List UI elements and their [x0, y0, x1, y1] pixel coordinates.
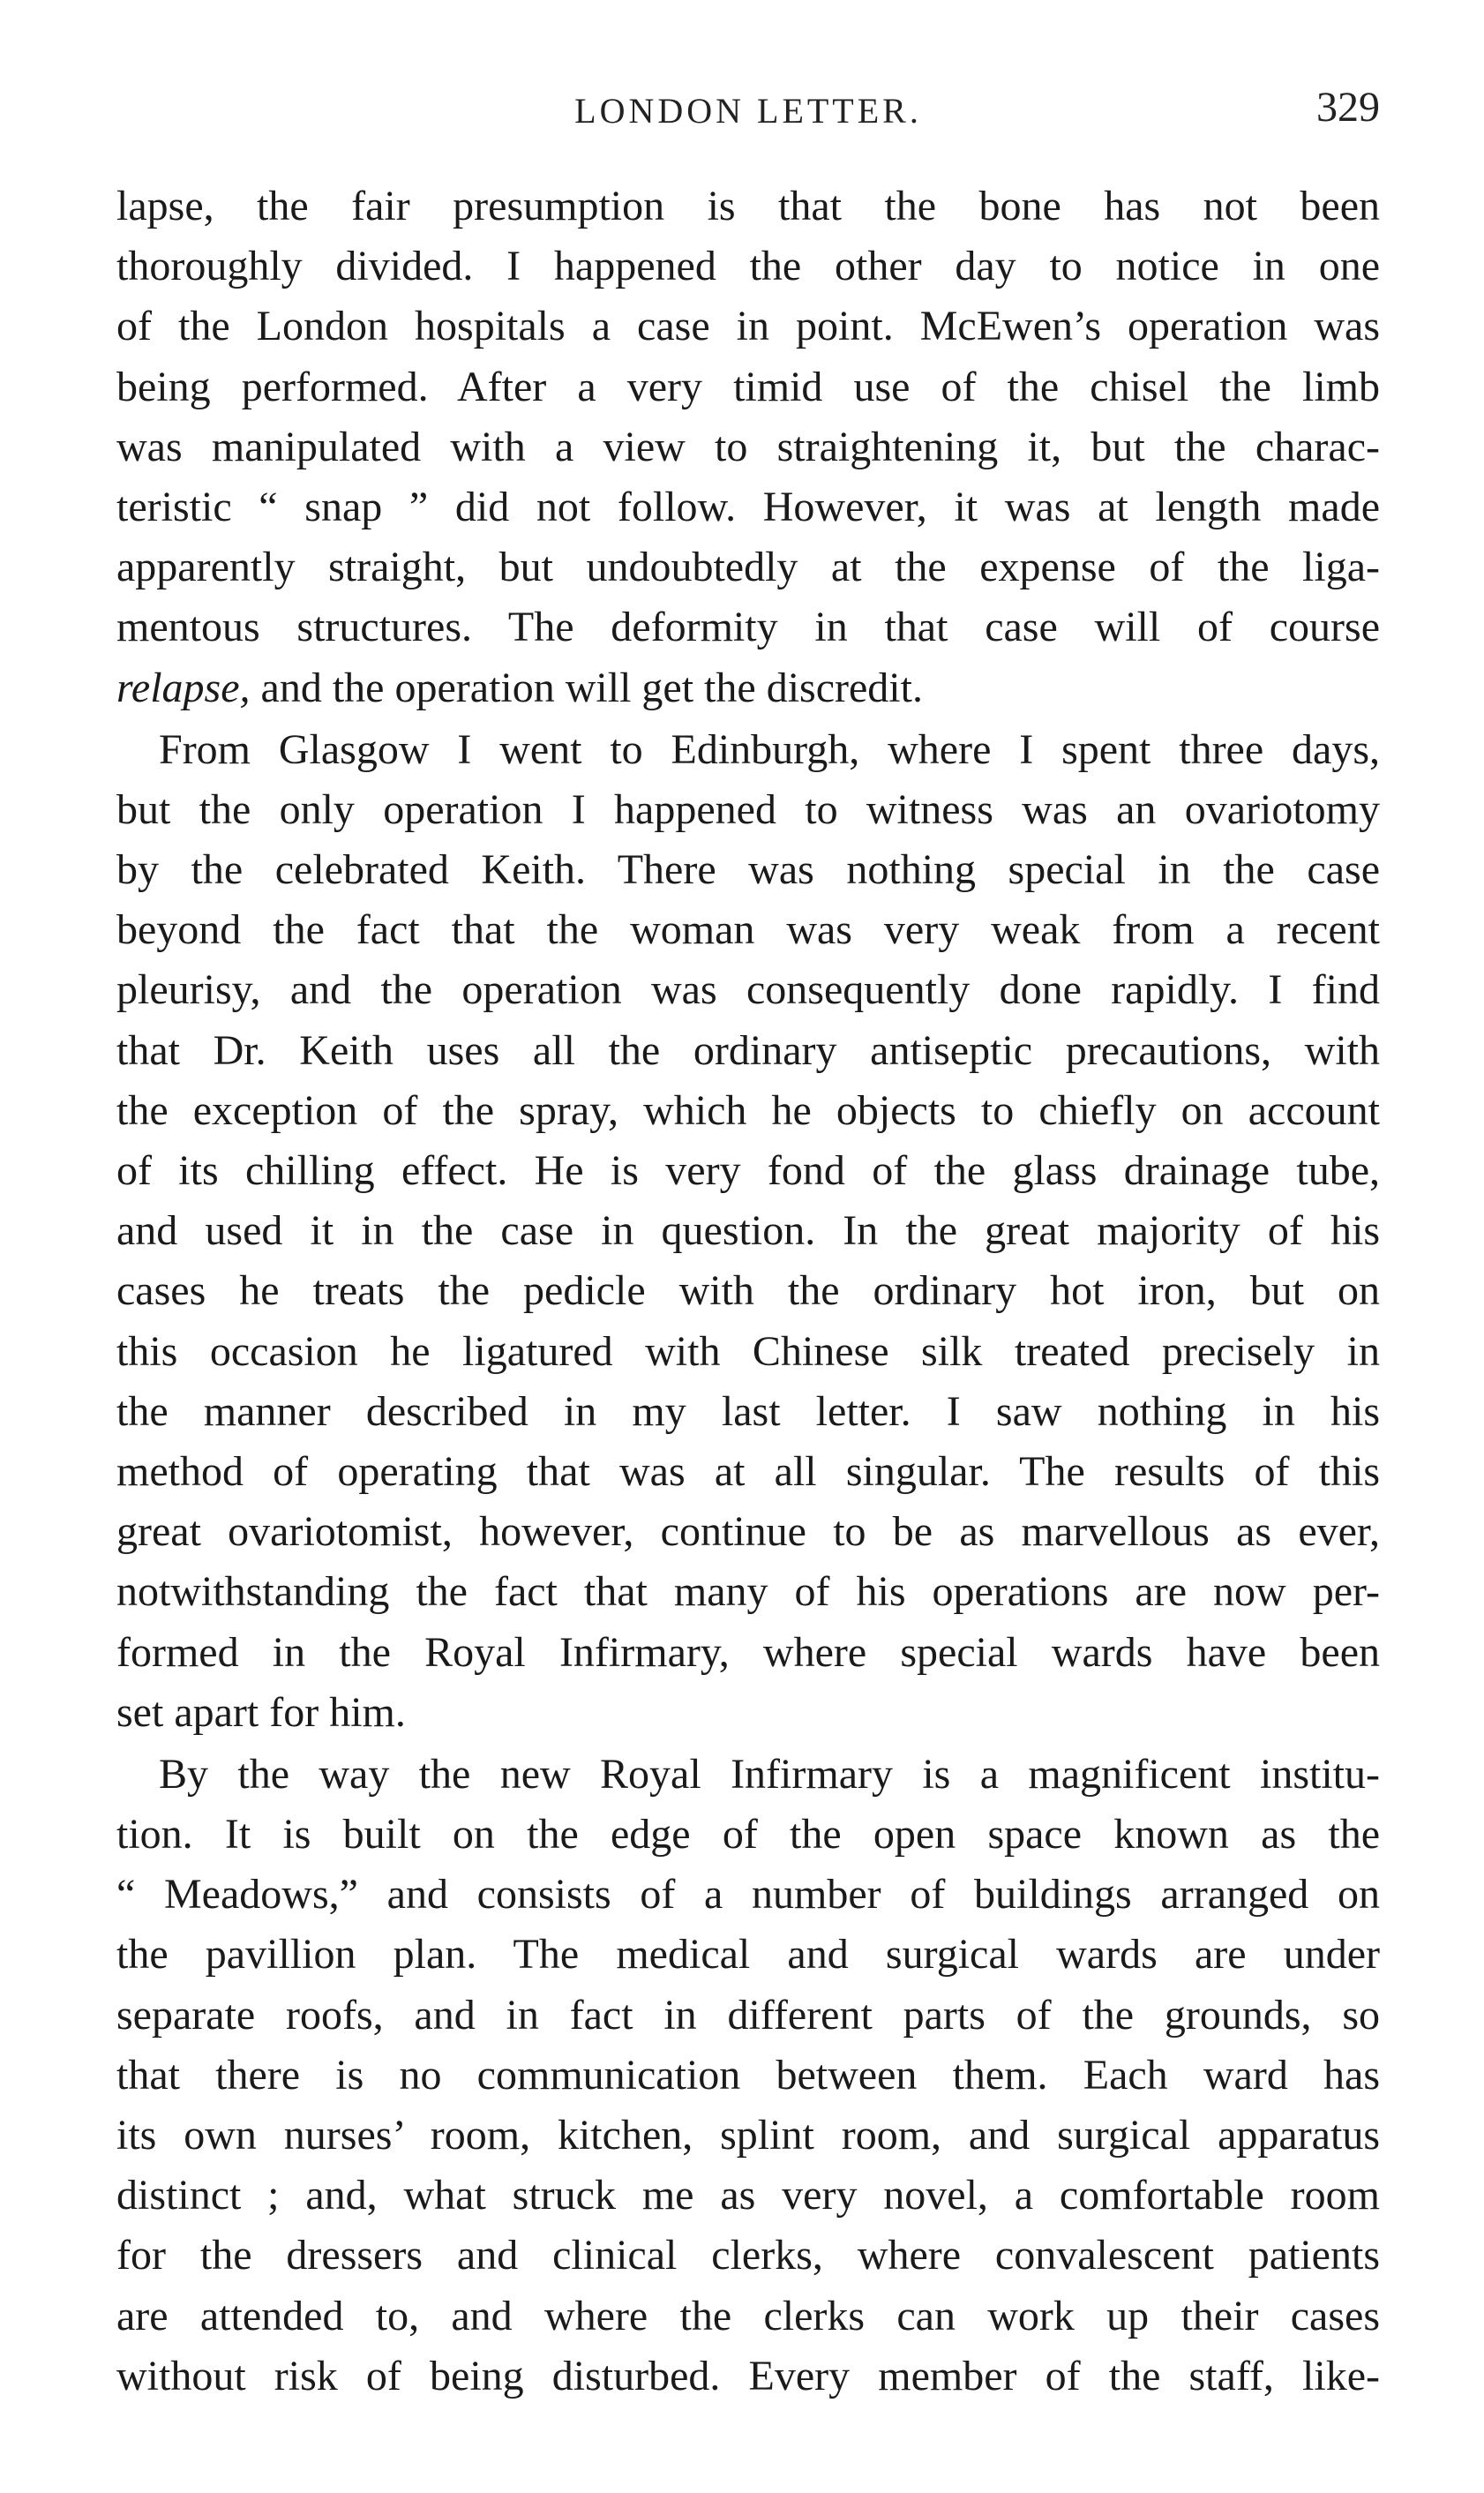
- text-line: for the dressers and clinical clerks, where convalescent patients: [116, 2232, 1380, 2279]
- text-line: that there is no communication between them. Each ward has: [116, 2051, 1380, 2099]
- text-line: the exception of the spray, which he objects to chiefly on account: [116, 1086, 1380, 1134]
- text-line: are attended to, and where the clerks can work up their cases: [116, 2292, 1380, 2339]
- text-line: its own nurses’ room, kitchen, splint room, and surgical apparatus: [116, 2112, 1380, 2159]
- text-line: lapse, the fair presumption is that the bone has not been: [116, 183, 1380, 229]
- text-line: but the only operation I happened to witness was an ovariotomy: [116, 785, 1380, 833]
- text-line: of the London hospitals a case in point. McEwen’s operation was: [116, 303, 1380, 350]
- text-line: From Glasgow I went to Edinburgh, where I spent three days,: [159, 725, 1380, 773]
- running-title: LONDON LETTER.: [574, 91, 922, 131]
- text-line: [116, 658, 1380, 718]
- italic-word: relapse,: [116, 664, 251, 711]
- text-line: the pavillion plan. The medical and surgical wards are under: [116, 1931, 1380, 1979]
- text-line: beyond the fact that the woman was very weak from a recent: [116, 906, 1380, 954]
- text-line: was manipulated with a view to straightening it, but the charac-: [116, 423, 1380, 470]
- running-head: [116, 81, 1380, 134]
- text-line: the manner described in my last letter. I saw nothing in his: [116, 1387, 1380, 1435]
- text-line: pleurisy, and the operation was consequently done rapidly. I find: [116, 966, 1380, 1014]
- text-line: great ovariotomist, however, continue to be as marvellous as ever,: [116, 1508, 1380, 1556]
- text-line: of its chilling effect. He is very fond of the glass drainage tube,: [116, 1147, 1380, 1194]
- text-line: cases he treats the pedicle with the ordinary hot iron, but on: [116, 1267, 1380, 1315]
- text-line: tion. It is built on the edge of the open space known as the: [116, 1811, 1380, 1858]
- text-line: method of operating that was at all singular. The results of this: [116, 1447, 1380, 1495]
- text-line: By the way the new Royal Infirmary is a magnificent institu-: [159, 1750, 1380, 1798]
- text-line: being performed. After a very timid use of the chisel the limb: [116, 363, 1380, 410]
- text-line: separate roofs, and in fact in different parts of the grounds, so: [116, 1991, 1380, 2039]
- text-line: by the celebrated Keith. There was nothing special in the case: [116, 846, 1380, 894]
- text-line: that Dr. Keith uses all the ordinary antiseptic precautions, with: [116, 1026, 1380, 1074]
- body-text: [116, 176, 1380, 2407]
- text-line: set apart for him.: [116, 1688, 406, 1736]
- text-line: “ Meadows,” and consists of a number of buildings arranged on: [116, 1871, 1380, 1919]
- text-line: apparently straight, but undoubtedly at the expense of the liga-: [116, 544, 1380, 591]
- page-number: 329: [1316, 84, 1380, 131]
- text-line: teristic “ snap ” did not follow. However, it was at length made: [116, 483, 1380, 530]
- text-line: thoroughly divided. I happened the other day to notice in one: [116, 243, 1380, 290]
- text-line: mentous structures. The deformity in that case will of course: [116, 604, 1380, 651]
- text-line: without risk of being disturbed. Every member of the staff, like-: [116, 2352, 1380, 2399]
- text-line: this occasion he ligatured with Chinese silk treated precisely in: [116, 1327, 1380, 1375]
- text-line: distinct ; and, what struck me as very novel, a comfortable room: [116, 2172, 1380, 2219]
- text-line: formed in the Royal Infirmary, where special wards have been: [116, 1628, 1380, 1676]
- text-line: notwithstanding the fact that many of his operations are now per-: [116, 1568, 1380, 1616]
- text-line: and used it in the case in question. In the great majority of his: [116, 1207, 1380, 1255]
- line-remainder: and the operation will get the discredit.: [250, 664, 923, 711]
